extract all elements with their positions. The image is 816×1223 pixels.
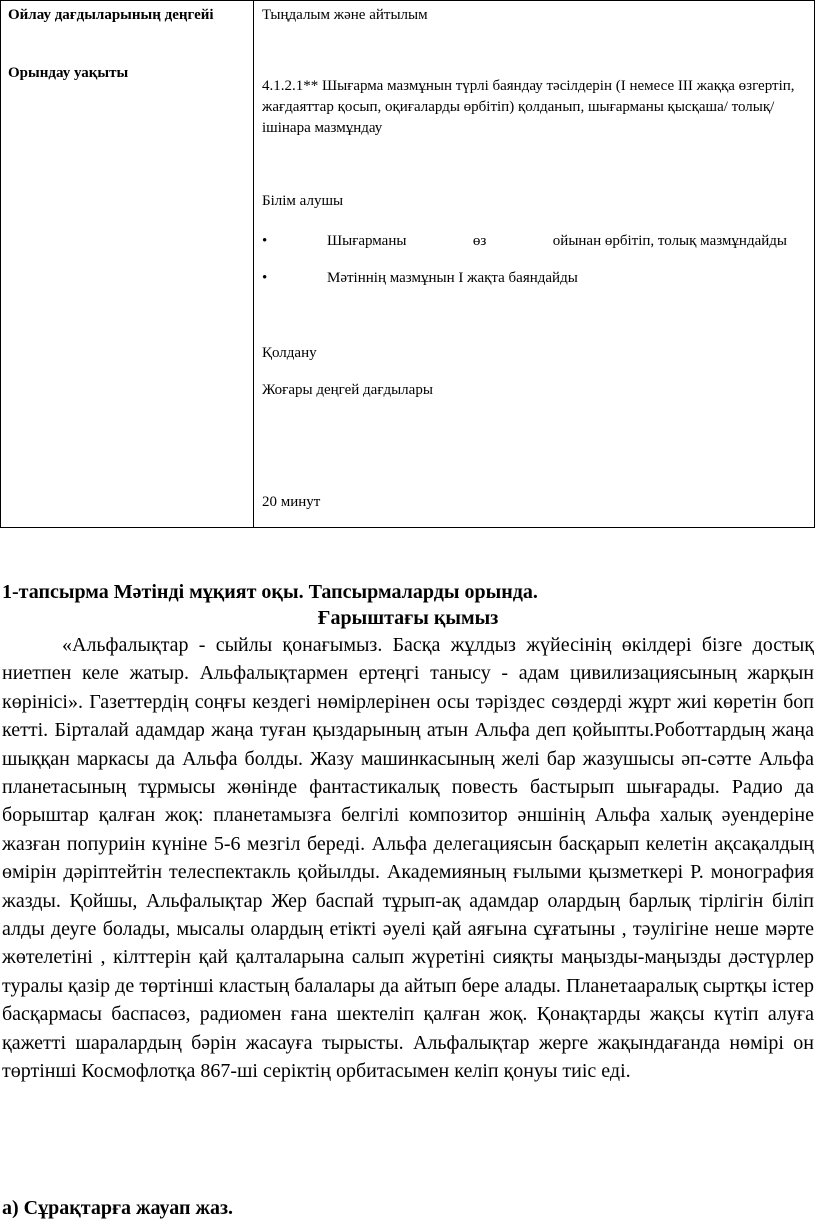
duration-label: Орындау уақыты: [8, 65, 129, 81]
thinking-level-value: Қолдану: [262, 345, 317, 361]
criterion-item: Мәтіннің мазмұнын I жақта баяндайды: [327, 270, 578, 286]
text-title: Ғарыштағы қымыз: [317, 607, 499, 629]
questions-heading: а) Сұрақтарға жауап жаз.: [2, 1197, 234, 1219]
criterion-word: ойынан өрбітіп, толық мазмұндайды: [552, 233, 787, 249]
lesson-info-table: [0, 0, 815, 528]
learner-label: Білім алушы: [262, 193, 344, 209]
bullet-marker: •: [262, 270, 268, 286]
task-heading: 1-тапсырма Мәтінді мұқият оқы. Тапсырмаларды орында.: [2, 581, 538, 603]
lesson-info-labels-cell: [1, 1, 254, 528]
criterion-word: Шығарманы: [327, 233, 407, 249]
duration-value: 20 минут: [262, 494, 321, 510]
lesson-info-values-cell: [254, 1, 815, 528]
criterion-item: [327, 231, 787, 252]
learning-objective: 4.1.2.1** Шығарма мазмұнын түрлі баяндау тәсілдерін (I немесе III жаққа өзгертіп, жағдаяттар қосып, оқиғаларды өрбітіп) қолданып, шығарманы қысқаша/ толық/ ішінара мазмұндау: [262, 78, 795, 136]
bullet-marker: •: [262, 233, 268, 249]
reading-passage: «Альфалықтар - сыйлы қонағымыз. Басқа жұлдыз жүйесінің өкілдері бізге достық ниетпен келе жатыр. Альфалықтармен ертеңгі танысу - адам цивилизациясының жарқын көрінісі». Газеттердің соңғы кездегі нөмірлерінен осы тәріздес сөздерді жұрт жиі көретін боп кетті. Бірталай адамдар жаңа туған қыздарының атын Альфа деп қойыпты.Роботтардың жаңа шыққан маркасы да Альфа болды. Жазу машинкасының желі бар жазушысы әп-сәтте Альфа планетасының тұрмысы жөнінде фантастикалық повесть бастырып шығарады. Радио да борыштар қалған жоқ: планетамызға белгілі композитор әншінің Альфа халық әуендеріне жазған попуриін күніне 5-6 мезгіл береді. Альфа делегациясын басқарып келетін ақсақалдың өмірін дәріптейтін телеспектакль қойылды. Академияның ғылыми қызметкері Р. монография жазды. Қойшы, Альфалықтар Жер баспай тұрып-ақ адамдар олардың барлық тірлігін біліп алды деуге болады, мысалы олардың етікті әуелі қай аяғына сұғатыны , тәулігіне неше мәрте жөтелетіні , кілттерін қай қалталарына салып жүретіні сияқты маңызды-маңызды дәстүрлер туралы қазір де төртінші кластың балалары да айтып бере алады. Планетааралық сыртқы істер басқармасы баспасөз, радиомен ғана шектеліп қалған жоқ. Қонақтарды жақсы күтіп алуға қажетті шаралардың бәрін жасауға тырысты. Альфалықтар жерге жақындағанда нөмірі он төртінші Космофлотқа 867-ші серіктің орбитасымен келіп қонуы тиіс еді.: [2, 634, 814, 1083]
higher-order-skills: Жоғары деңгей дағдылары: [262, 382, 433, 398]
thinking-level-label: Ойлау дағдыларының деңгейі: [8, 7, 214, 23]
criterion-word: өз: [472, 233, 487, 249]
skill-topic: Тыңдалым және айтылым: [262, 7, 428, 23]
